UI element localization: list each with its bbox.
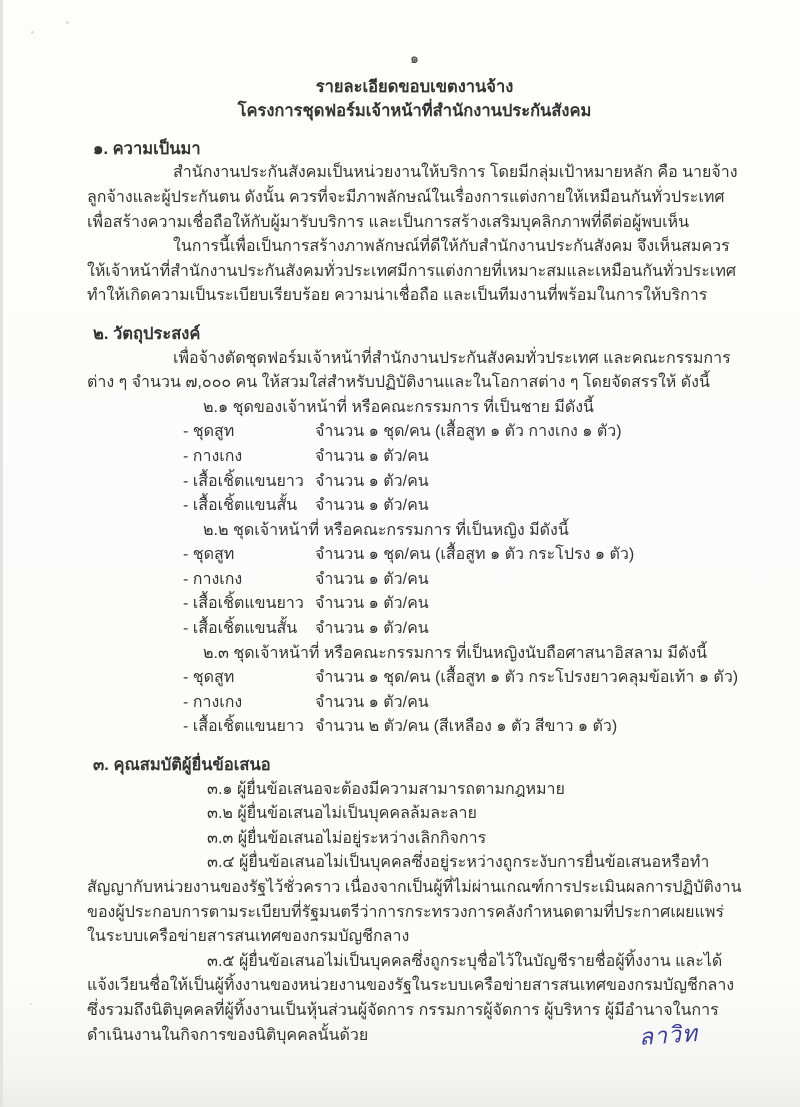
clause: ๓.๒ ผู้ยื่นข้อเสนอไม่เป็นบุคคลล้มละลาย (207, 805, 477, 823)
list-item (183, 666, 742, 691)
clause: ๓.๔ ผู้ยื่นข้อเสนอไม่เป็นบุคคลซึ่งอยู่ระหว่างถูกระงับการยื่นข้อเสนอหรือทำสัญญากับหน่วยงานของรัฐไว้ชั่วคราว เนื่องจากเป็นผู้ที่ไม่ผ่านเกณฑ์การประเมินผลการปฏิบัติงานของผู้ประกอบการตามระเบียบที่รัฐมนตรีว่าการกระทรวงการคลังกำหนดตามที่ประกาศเผยแพร่ในระบบเครือข่ายสารสนเทศของกรมบัญชีกลาง (87, 854, 742, 946)
subsection-label: ๒.๒ ชุดเจ้าหน้าที่ หรือคณะกรรมการ ที่เป็นหญิง มีดังนี้ (203, 521, 569, 539)
list-item (183, 568, 742, 593)
item-name: - เสื้อเชิ้ตแขนสั้น (183, 620, 298, 638)
handwritten-signature: ลาวิท (638, 1019, 699, 1051)
document-content (87, 46, 742, 1048)
item-quantity: จำนวน ๒ ตัว/คน (สีเหลือง ๑ ตัว สีขาว ๑ ตัว) (315, 718, 618, 736)
item-name: - เสื้อเชิ้ตแขนสั้น (183, 497, 298, 515)
list-item (183, 445, 742, 470)
item-name: - ชุดสูท (183, 546, 235, 564)
clause: ๓.๕ ผู้ยื่นข้อเสนอไม่เป็นบุคคลซึ่งถูกระบุชื่อไว้ในบัญชีรายชื่อผู้ทิ้งงาน และได้แจ้งเวียนชื่อให้เป็นผู้ทิ้งงานของหน่วยงานของรัฐในระบบเครือข่ายสารสนเทศของกรมบัญชีกลาง ซึ่งรวมถึงนิติบุคคลที่ผู้ทิ้งงานเป็นหุ้นส่วนผู้จัดการ กรรมการผู้จัดการ ผู้บริหาร ผู้มีอำนาจในการดำเนินงานในกิจการของนิติบุคคลนั้นด้วย (87, 952, 735, 1044)
scan-speck (30, 1003, 32, 1005)
subsection-male-uniform (87, 396, 742, 519)
uniform-list (183, 543, 742, 641)
list-item (183, 494, 742, 519)
subsection-label: ๒.๑ ชุดของเจ้าหน้าที่ หรือคณะกรรมการ ที่เป็นชาย มีดังนี้ (203, 398, 594, 416)
item-name: - กางเกง (183, 693, 243, 711)
list-item (183, 592, 742, 617)
item-quantity: จำนวน ๑ ชุด/คน (เสื้อสูท ๑ ตัว กระโปรง ๑ ตัว) (315, 546, 635, 564)
item-quantity: จำนวน ๑ ชุด/คน (เสื้อสูท ๑ ตัว กางเกง ๑ ตัว) (315, 423, 622, 441)
item-quantity: จำนวน ๑ ตัว/คน (315, 472, 429, 490)
section-heading: ๒. วัตถุประสงค์ (93, 324, 201, 343)
document-title-line1: รายละเอียดขอบเขตงานจ้าง (315, 77, 514, 96)
item-quantity: จำนวน ๑ ตัว/คน (315, 595, 429, 613)
item-quantity: จำนวน ๑ ตัว/คน (315, 447, 429, 465)
list-item (183, 715, 742, 740)
uniform-list (183, 420, 742, 518)
list-item (183, 617, 742, 642)
list-item (183, 691, 742, 716)
uniform-list (183, 666, 742, 740)
item-name: - กางเกง (183, 447, 243, 465)
paragraph: ในการนี้เพื่อเป็นการสร้างภาพลักษณ์ที่ดีให้กับสำนักงานประกันสังคม จึงเห็นสมควรให้เจ้าหน้าที่สำนักงานประกันสังคมทั่วประเทศมีการแต่งกายที่เหมาะสมและเหมือนกันทั่วประเทศ ทำให้เกิดความเป็นระเบียบเรียบร้อย ความน่าเชื่อถือ และเป็นทีมงานที่พร้อมในการให้บริการ (87, 238, 737, 305)
scan-speck (66, 21, 69, 24)
item-name: - เสื้อเชิ้ตแขนยาว (183, 595, 304, 613)
subsection-label: ๒.๓ ชุดเจ้าหน้าที่ หรือคณะกรรมการ ที่เป็นหญิงนับถือศาสนาอิสลาม มีดังนี้ (203, 644, 708, 662)
list-item (183, 420, 742, 445)
clause: ๓.๓ ผู้ยื่นข้อเสนอไม่อยู่ระหว่างเลิกกิจการ (207, 829, 487, 847)
item-quantity: จำนวน ๑ ชุด/คน (เสื้อสูท ๑ ตัว กระโปรงยาวคลุมข้อเท้า ๑ ตัว) (315, 669, 739, 687)
section-objectives (87, 322, 742, 740)
paragraph: เพื่อจ้างตัดชุดฟอร์มเจ้าหน้าที่สำนักงานประกันสังคมทั่วประเทศ และคณะกรรมการต่าง ๆ จำนวน ๗,๐๐๐ คน ให้สวมใส่สำหรับปฏิบัติงานและในโอกาสต่าง ๆ โดยจัดสรรให้ ดังนี้ (87, 349, 731, 392)
subsection-female-uniform (87, 519, 742, 642)
item-name: - เสื้อเชิ้ตแขนยาว (183, 718, 304, 736)
scan-speck (31, 31, 34, 34)
section-heading: ๑. ความเป็นมา (93, 139, 201, 158)
item-name: - เสื้อเชิ้ตแขนยาว (183, 472, 304, 490)
item-quantity: จำนวน ๑ ตัว/คน (315, 570, 429, 588)
item-name: - กางเกง (183, 570, 243, 588)
paragraph: สำนักงานประกันสังคมเป็นหน่วยงานให้บริการ โดยมีกลุ่มเป้าหมายหลัก คือ นายจ้าง ลูกจ้างและผู้ประกันตน ดังนั้น ควรที่จะมีภาพลักษณ์ในเรื่องการแต่งกายให้เหมือนกันทั่วประเทศ เพื่อสร้างความเชื่อถือให้กับผู้มารับบริการ และเป็นการสร้างเสริมบุคลิกภาพที่ดีต่อผู้พบเห็น (87, 164, 738, 231)
item-quantity: จำนวน ๑ ตัว/คน (315, 620, 429, 638)
list-item (183, 543, 742, 568)
document-title-line2: โครงการชุดฟอร์มเจ้าหน้าที่สำนักงานประกันสังคม (237, 102, 592, 121)
section-heading: ๓. คุณสมบัติผู้ยื่นข้อเสนอ (93, 756, 271, 775)
list-item (183, 470, 742, 495)
subsection-muslim-female-uniform (87, 642, 742, 740)
section-bidder-qualifications (87, 753, 742, 1048)
item-quantity: จำนวน ๑ ตัว/คน (315, 693, 429, 711)
item-name: - ชุดสูท (183, 669, 235, 687)
item-quantity: จำนวน ๑ ตัว/คน (315, 497, 429, 515)
section-background (87, 137, 742, 309)
page-number: ๑ (410, 50, 419, 66)
clause: ๓.๑ ผู้ยื่นข้อเสนอจะต้องมีความสามารถตามกฎหมาย (207, 780, 565, 798)
item-name: - ชุดสูท (183, 423, 235, 441)
